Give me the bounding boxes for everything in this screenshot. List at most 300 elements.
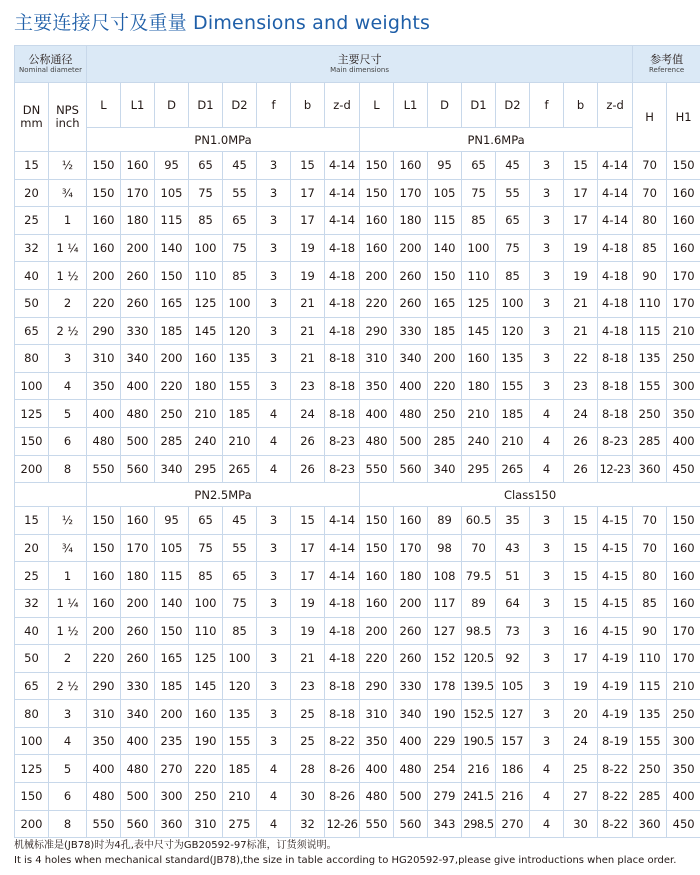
table-cell: 100 <box>462 234 496 262</box>
table-cell: 4-18 <box>325 617 360 645</box>
table-cell: 115 <box>155 207 189 235</box>
table-cell: 110 <box>633 289 667 317</box>
table-cell: 350 <box>667 755 700 783</box>
table-cell: 180 <box>121 562 155 590</box>
table-cell: 298.5 <box>462 810 496 838</box>
table-cell: 165 <box>155 645 189 673</box>
section-label-left: PN2.5MPa <box>87 483 360 507</box>
table-cell: 450 <box>667 810 700 838</box>
table-cell: 3 <box>257 152 291 180</box>
reference-en: Reference <box>648 66 685 74</box>
table-cell: 19 <box>291 589 325 617</box>
nominal-diameter-header <box>15 46 87 83</box>
table-cell: 155 <box>223 727 257 755</box>
table-cell: 19 <box>291 262 325 290</box>
table-cell: 160 <box>87 589 121 617</box>
table-cell: 24 <box>291 400 325 428</box>
table-row <box>15 783 700 811</box>
table-cell: 8-18 <box>598 345 633 373</box>
table-cell: 15 <box>15 507 49 535</box>
table-cell: 25 <box>291 700 325 728</box>
table-cell: 100 <box>15 727 49 755</box>
table-cell: 117 <box>428 589 462 617</box>
table-row <box>15 179 700 207</box>
table-cell: 200 <box>394 234 428 262</box>
table-cell: 260 <box>394 617 428 645</box>
table-cell: 550 <box>360 810 394 838</box>
table-cell: 27 <box>564 783 598 811</box>
table-cell: 4 <box>257 427 291 455</box>
table-cell: 30 <box>291 783 325 811</box>
table-cell: 550 <box>360 455 394 483</box>
table-cell: 3 <box>257 317 291 345</box>
table-cell: 4 <box>257 783 291 811</box>
table-cell: 8-22 <box>598 755 633 783</box>
table-cell: 200 <box>428 345 462 373</box>
table-cell: 400 <box>121 372 155 400</box>
table-cell: 480 <box>394 400 428 428</box>
column-header: L <box>360 83 394 128</box>
table-cell: 450 <box>667 455 700 483</box>
table-cell: 295 <box>462 455 496 483</box>
table-cell: 85 <box>633 234 667 262</box>
table-cell: 180 <box>189 372 223 400</box>
table-cell: 75 <box>189 179 223 207</box>
table-cell: 250 <box>667 345 700 373</box>
table-cell: 270 <box>155 755 189 783</box>
table-cell: 21 <box>291 345 325 373</box>
table-cell: 115 <box>633 317 667 345</box>
table-cell: 75 <box>462 179 496 207</box>
table-cell: 4 <box>530 400 564 428</box>
table-cell: 310 <box>360 700 394 728</box>
table-cell: 127 <box>428 617 462 645</box>
column-header: L1 <box>394 83 428 128</box>
table-cell: 180 <box>121 207 155 235</box>
table-cell: 135 <box>223 700 257 728</box>
table-cell: 140 <box>428 234 462 262</box>
table-cell: 17 <box>291 207 325 235</box>
table-cell: 50 <box>15 289 49 317</box>
column-header: D2 <box>223 83 257 128</box>
table-cell: 190.5 <box>462 727 496 755</box>
table-cell: 98.5 <box>462 617 496 645</box>
table-cell: 160 <box>360 589 394 617</box>
table-cell: 4-19 <box>598 700 633 728</box>
table-cell: 43 <box>496 534 530 562</box>
table-cell: 15 <box>15 152 49 180</box>
table-cell: 105 <box>428 179 462 207</box>
table-cell: 560 <box>121 455 155 483</box>
table-cell: 279 <box>428 783 462 811</box>
table-cell: 160 <box>87 207 121 235</box>
table-cell: 3 <box>257 617 291 645</box>
table-cell: 21 <box>291 317 325 345</box>
table-cell: 3 <box>257 672 291 700</box>
table-cell: 110 <box>189 617 223 645</box>
table-cell: 145 <box>189 317 223 345</box>
table-cell: 100 <box>15 372 49 400</box>
table-cell: 6 <box>49 783 87 811</box>
table-cell: 3 <box>530 317 564 345</box>
table-row <box>15 645 700 673</box>
table-cell: 125 <box>15 755 49 783</box>
table-cell: 65 <box>496 207 530 235</box>
table-cell: 60.5 <box>462 507 496 535</box>
table-cell: 65 <box>223 207 257 235</box>
table-cell: 19 <box>564 262 598 290</box>
table-cell: 160 <box>394 152 428 180</box>
table-cell: 8-26 <box>325 783 360 811</box>
table-cell: 157 <box>496 727 530 755</box>
table-cell: 100 <box>223 289 257 317</box>
table-cell: 8 <box>49 455 87 483</box>
table-cell: 210 <box>223 427 257 455</box>
table-cell: 100 <box>189 589 223 617</box>
table-cell: 4-15 <box>598 617 633 645</box>
table-cell: 95 <box>428 152 462 180</box>
table-cell: 3 <box>49 345 87 373</box>
table-cell: 360 <box>633 810 667 838</box>
table-cell: 4-19 <box>598 645 633 673</box>
table-cell: 3 <box>530 207 564 235</box>
table-cell: 260 <box>394 262 428 290</box>
table-cell: 45 <box>223 507 257 535</box>
table-cell: 100 <box>496 289 530 317</box>
table-cell: 170 <box>667 645 700 673</box>
table-cell: 165 <box>428 289 462 317</box>
table-cell: 65 <box>462 152 496 180</box>
footnotes <box>14 838 676 868</box>
table-cell: 160 <box>360 207 394 235</box>
table-cell: 150 <box>87 534 121 562</box>
table-cell: 28 <box>291 755 325 783</box>
table-cell: 260 <box>394 645 428 673</box>
table-cell: 70 <box>633 152 667 180</box>
table-cell: 135 <box>633 700 667 728</box>
table-cell: 160 <box>667 179 700 207</box>
table-cell: 330 <box>121 317 155 345</box>
table-row <box>15 317 700 345</box>
table-cell: 85 <box>223 262 257 290</box>
table-cell: 20 <box>564 700 598 728</box>
table-cell: 20 <box>15 179 49 207</box>
table-cell: 275 <box>223 810 257 838</box>
table-cell: 110 <box>633 645 667 673</box>
table-cell: 8-23 <box>598 427 633 455</box>
table-cell: 180 <box>462 372 496 400</box>
table-cell: 8-23 <box>325 455 360 483</box>
table-cell: 480 <box>360 783 394 811</box>
table-cell: 15 <box>291 152 325 180</box>
table-cell: 185 <box>428 317 462 345</box>
table-cell: 4-15 <box>598 589 633 617</box>
dimensions-table <box>14 45 700 838</box>
table-cell: 135 <box>223 345 257 373</box>
table-cell: 25 <box>564 755 598 783</box>
table-cell: 170 <box>394 179 428 207</box>
table-cell: 200 <box>87 262 121 290</box>
table-cell: 4 <box>257 755 291 783</box>
table-cell: 560 <box>121 810 155 838</box>
table-cell: 24 <box>564 400 598 428</box>
table-cell: 210 <box>667 672 700 700</box>
table-cell: 3 <box>530 727 564 755</box>
table-cell: 186 <box>496 755 530 783</box>
section-label-right: PN1.6MPa <box>360 128 633 152</box>
table-cell: 32 <box>15 589 49 617</box>
table-cell: 127 <box>496 700 530 728</box>
table-cell: 285 <box>633 427 667 455</box>
table-cell: 560 <box>394 810 428 838</box>
table-cell: 4-14 <box>598 207 633 235</box>
table-cell: 4-18 <box>598 234 633 262</box>
table-cell: 8-23 <box>325 427 360 455</box>
nominal-diameter-zh: 公称通径 <box>28 53 73 66</box>
table-cell: 340 <box>121 345 155 373</box>
table-cell: 120 <box>223 672 257 700</box>
table-cell: 220 <box>189 755 223 783</box>
table-cell: 21 <box>564 317 598 345</box>
table-row <box>15 507 700 535</box>
table-cell: 160 <box>189 700 223 728</box>
table-cell: 51 <box>496 562 530 590</box>
table-cell: 15 <box>291 507 325 535</box>
table-row <box>15 455 700 483</box>
table-cell: 260 <box>394 289 428 317</box>
table-cell: 3 <box>530 562 564 590</box>
table-cell: 92 <box>496 645 530 673</box>
table-row <box>15 617 700 645</box>
table-cell: 2 <box>49 645 87 673</box>
table-cell: 4 <box>530 427 564 455</box>
table-cell: 3 <box>530 700 564 728</box>
table-cell: 3 <box>257 700 291 728</box>
table-cell: 75 <box>496 234 530 262</box>
table-cell: 180 <box>394 562 428 590</box>
table-cell: 210 <box>496 427 530 455</box>
table-cell: 125 <box>189 289 223 317</box>
table-cell: 254 <box>428 755 462 783</box>
table-cell: 24 <box>564 727 598 755</box>
table-cell: 3 <box>530 152 564 180</box>
table-cell: 26 <box>564 427 598 455</box>
table-cell: 4-14 <box>325 179 360 207</box>
table-cell: 160 <box>121 152 155 180</box>
table-cell: 290 <box>360 317 394 345</box>
table-cell: 170 <box>667 617 700 645</box>
table-cell: 160 <box>667 207 700 235</box>
table-row <box>15 700 700 728</box>
table-cell: 120.5 <box>462 645 496 673</box>
table-cell: 155 <box>496 372 530 400</box>
column-header: H <box>633 83 667 152</box>
table-cell: 3 <box>530 589 564 617</box>
table-cell: 3 <box>257 507 291 535</box>
table-row <box>15 562 700 590</box>
table-cell: 150 <box>15 783 49 811</box>
reference-zh: 参考值 <box>650 53 684 66</box>
table-cell: 55 <box>223 534 257 562</box>
table-cell: 8-18 <box>325 372 360 400</box>
table-cell: 340 <box>121 700 155 728</box>
table-cell: 150 <box>360 507 394 535</box>
table-cell: 250 <box>633 755 667 783</box>
table-cell: 480 <box>360 427 394 455</box>
table-cell: 250 <box>633 400 667 428</box>
table-cell: 115 <box>155 562 189 590</box>
table-row <box>15 672 700 700</box>
table-cell: 89 <box>428 507 462 535</box>
column-header: f <box>257 83 291 128</box>
table-cell: 70 <box>633 534 667 562</box>
table-cell: 4 <box>49 727 87 755</box>
table-cell: 125 <box>15 400 49 428</box>
table-cell: 4 <box>257 455 291 483</box>
table-cell: 150 <box>360 152 394 180</box>
table-cell: 150 <box>155 617 189 645</box>
table-cell: 2 <box>49 289 87 317</box>
table-cell: 75 <box>189 534 223 562</box>
table-cell: 3 <box>257 179 291 207</box>
table-cell: 79.5 <box>462 562 496 590</box>
dn-header <box>15 83 49 152</box>
table-cell: 160 <box>667 534 700 562</box>
table-cell: 330 <box>394 672 428 700</box>
table-cell: 160 <box>121 507 155 535</box>
table-cell: 23 <box>291 372 325 400</box>
table-cell: 85 <box>633 589 667 617</box>
table-cell: 80 <box>15 345 49 373</box>
table-cell: 480 <box>87 427 121 455</box>
table-cell: 3 <box>257 372 291 400</box>
table-cell: 160 <box>667 562 700 590</box>
table-cell: 4-15 <box>598 562 633 590</box>
table-cell: 108 <box>428 562 462 590</box>
table-cell: 185 <box>223 400 257 428</box>
column-header: f <box>530 83 564 128</box>
table-cell: 550 <box>87 810 121 838</box>
table-cell: 140 <box>155 589 189 617</box>
table-cell: 310 <box>87 700 121 728</box>
table-cell: 85 <box>496 262 530 290</box>
table-cell: 4 <box>257 810 291 838</box>
table-cell: 3 <box>257 589 291 617</box>
table-cell: 400 <box>87 755 121 783</box>
table-cell: 22 <box>564 345 598 373</box>
column-header: H1 <box>667 83 700 152</box>
table-cell: 19 <box>564 234 598 262</box>
dn-unit: mm <box>20 116 43 130</box>
column-header: b <box>291 83 325 128</box>
table-cell: 3 <box>257 289 291 317</box>
table-cell: 1 ¼ <box>49 234 87 262</box>
table-cell: 140 <box>155 234 189 262</box>
table-cell: 3 <box>530 372 564 400</box>
table-cell: 8-22 <box>598 810 633 838</box>
table-cell: 15 <box>564 507 598 535</box>
table-cell: 120 <box>496 317 530 345</box>
table-cell: 8-22 <box>325 727 360 755</box>
reference-header <box>633 46 700 83</box>
table-cell: 115 <box>633 672 667 700</box>
table-cell: 17 <box>564 207 598 235</box>
table-cell: 17 <box>564 179 598 207</box>
table-cell: 135 <box>633 345 667 373</box>
table-cell: 85 <box>189 207 223 235</box>
table-cell: 4-18 <box>598 289 633 317</box>
table-cell: 3 <box>257 562 291 590</box>
table-cell: 21 <box>291 289 325 317</box>
table-row <box>15 289 700 317</box>
table-cell: 23 <box>564 372 598 400</box>
table-cell: 8-18 <box>325 345 360 373</box>
footnote-en: It is 4 holes when mechanical standard(JB78),the size in table according to HG20592-97,please give introductions when place order. <box>14 855 677 866</box>
table-cell: 3 <box>257 234 291 262</box>
table-cell: 235 <box>155 727 189 755</box>
table-cell: 229 <box>428 727 462 755</box>
table-cell: 4 <box>530 810 564 838</box>
table-cell: 190 <box>428 700 462 728</box>
dn-label: DN <box>22 103 41 117</box>
table-cell: 65 <box>189 507 223 535</box>
table-cell: 2 ½ <box>49 317 87 345</box>
table-cell: 150 <box>667 507 700 535</box>
table-cell: 6 <box>49 427 87 455</box>
table-cell: 152 <box>428 645 462 673</box>
section-label-left: PN1.0MPa <box>87 128 360 152</box>
table-cell: 340 <box>394 345 428 373</box>
table-cell: 150 <box>667 152 700 180</box>
table-cell: 75 <box>223 589 257 617</box>
table-row <box>15 400 700 428</box>
table-row <box>15 810 700 838</box>
table-cell: 220 <box>360 645 394 673</box>
table-row <box>15 755 700 783</box>
table-cell: 400 <box>121 727 155 755</box>
table-cell: 170 <box>121 179 155 207</box>
main-dimensions-zh: 主要尺寸 <box>337 53 382 66</box>
table-cell: 105 <box>155 534 189 562</box>
table-cell: 105 <box>155 179 189 207</box>
table-cell: 25 <box>15 207 49 235</box>
table-cell: 32 <box>15 234 49 262</box>
table-cell: 4-18 <box>325 317 360 345</box>
table-cell: 8-18 <box>598 372 633 400</box>
table-cell: 95 <box>155 507 189 535</box>
table-cell: 500 <box>394 783 428 811</box>
table-cell: 145 <box>462 317 496 345</box>
table-cell: 55 <box>496 179 530 207</box>
table-cell: 160 <box>360 234 394 262</box>
table-cell: 1 ½ <box>49 262 87 290</box>
nps-unit: inch <box>55 116 80 130</box>
table-cell: 350 <box>87 372 121 400</box>
table-cell: 26 <box>564 455 598 483</box>
table-row <box>15 727 700 755</box>
table-cell: 150 <box>360 179 394 207</box>
table-cell: 8-18 <box>325 700 360 728</box>
table-cell: 3 <box>257 534 291 562</box>
table-cell: 310 <box>360 345 394 373</box>
table-cell: 85 <box>462 207 496 235</box>
table-cell: 45 <box>496 152 530 180</box>
table-cell: 330 <box>394 317 428 345</box>
table-cell: 4 <box>49 372 87 400</box>
table-cell: 265 <box>223 455 257 483</box>
table-cell: 19 <box>291 234 325 262</box>
table-cell: 200 <box>15 455 49 483</box>
